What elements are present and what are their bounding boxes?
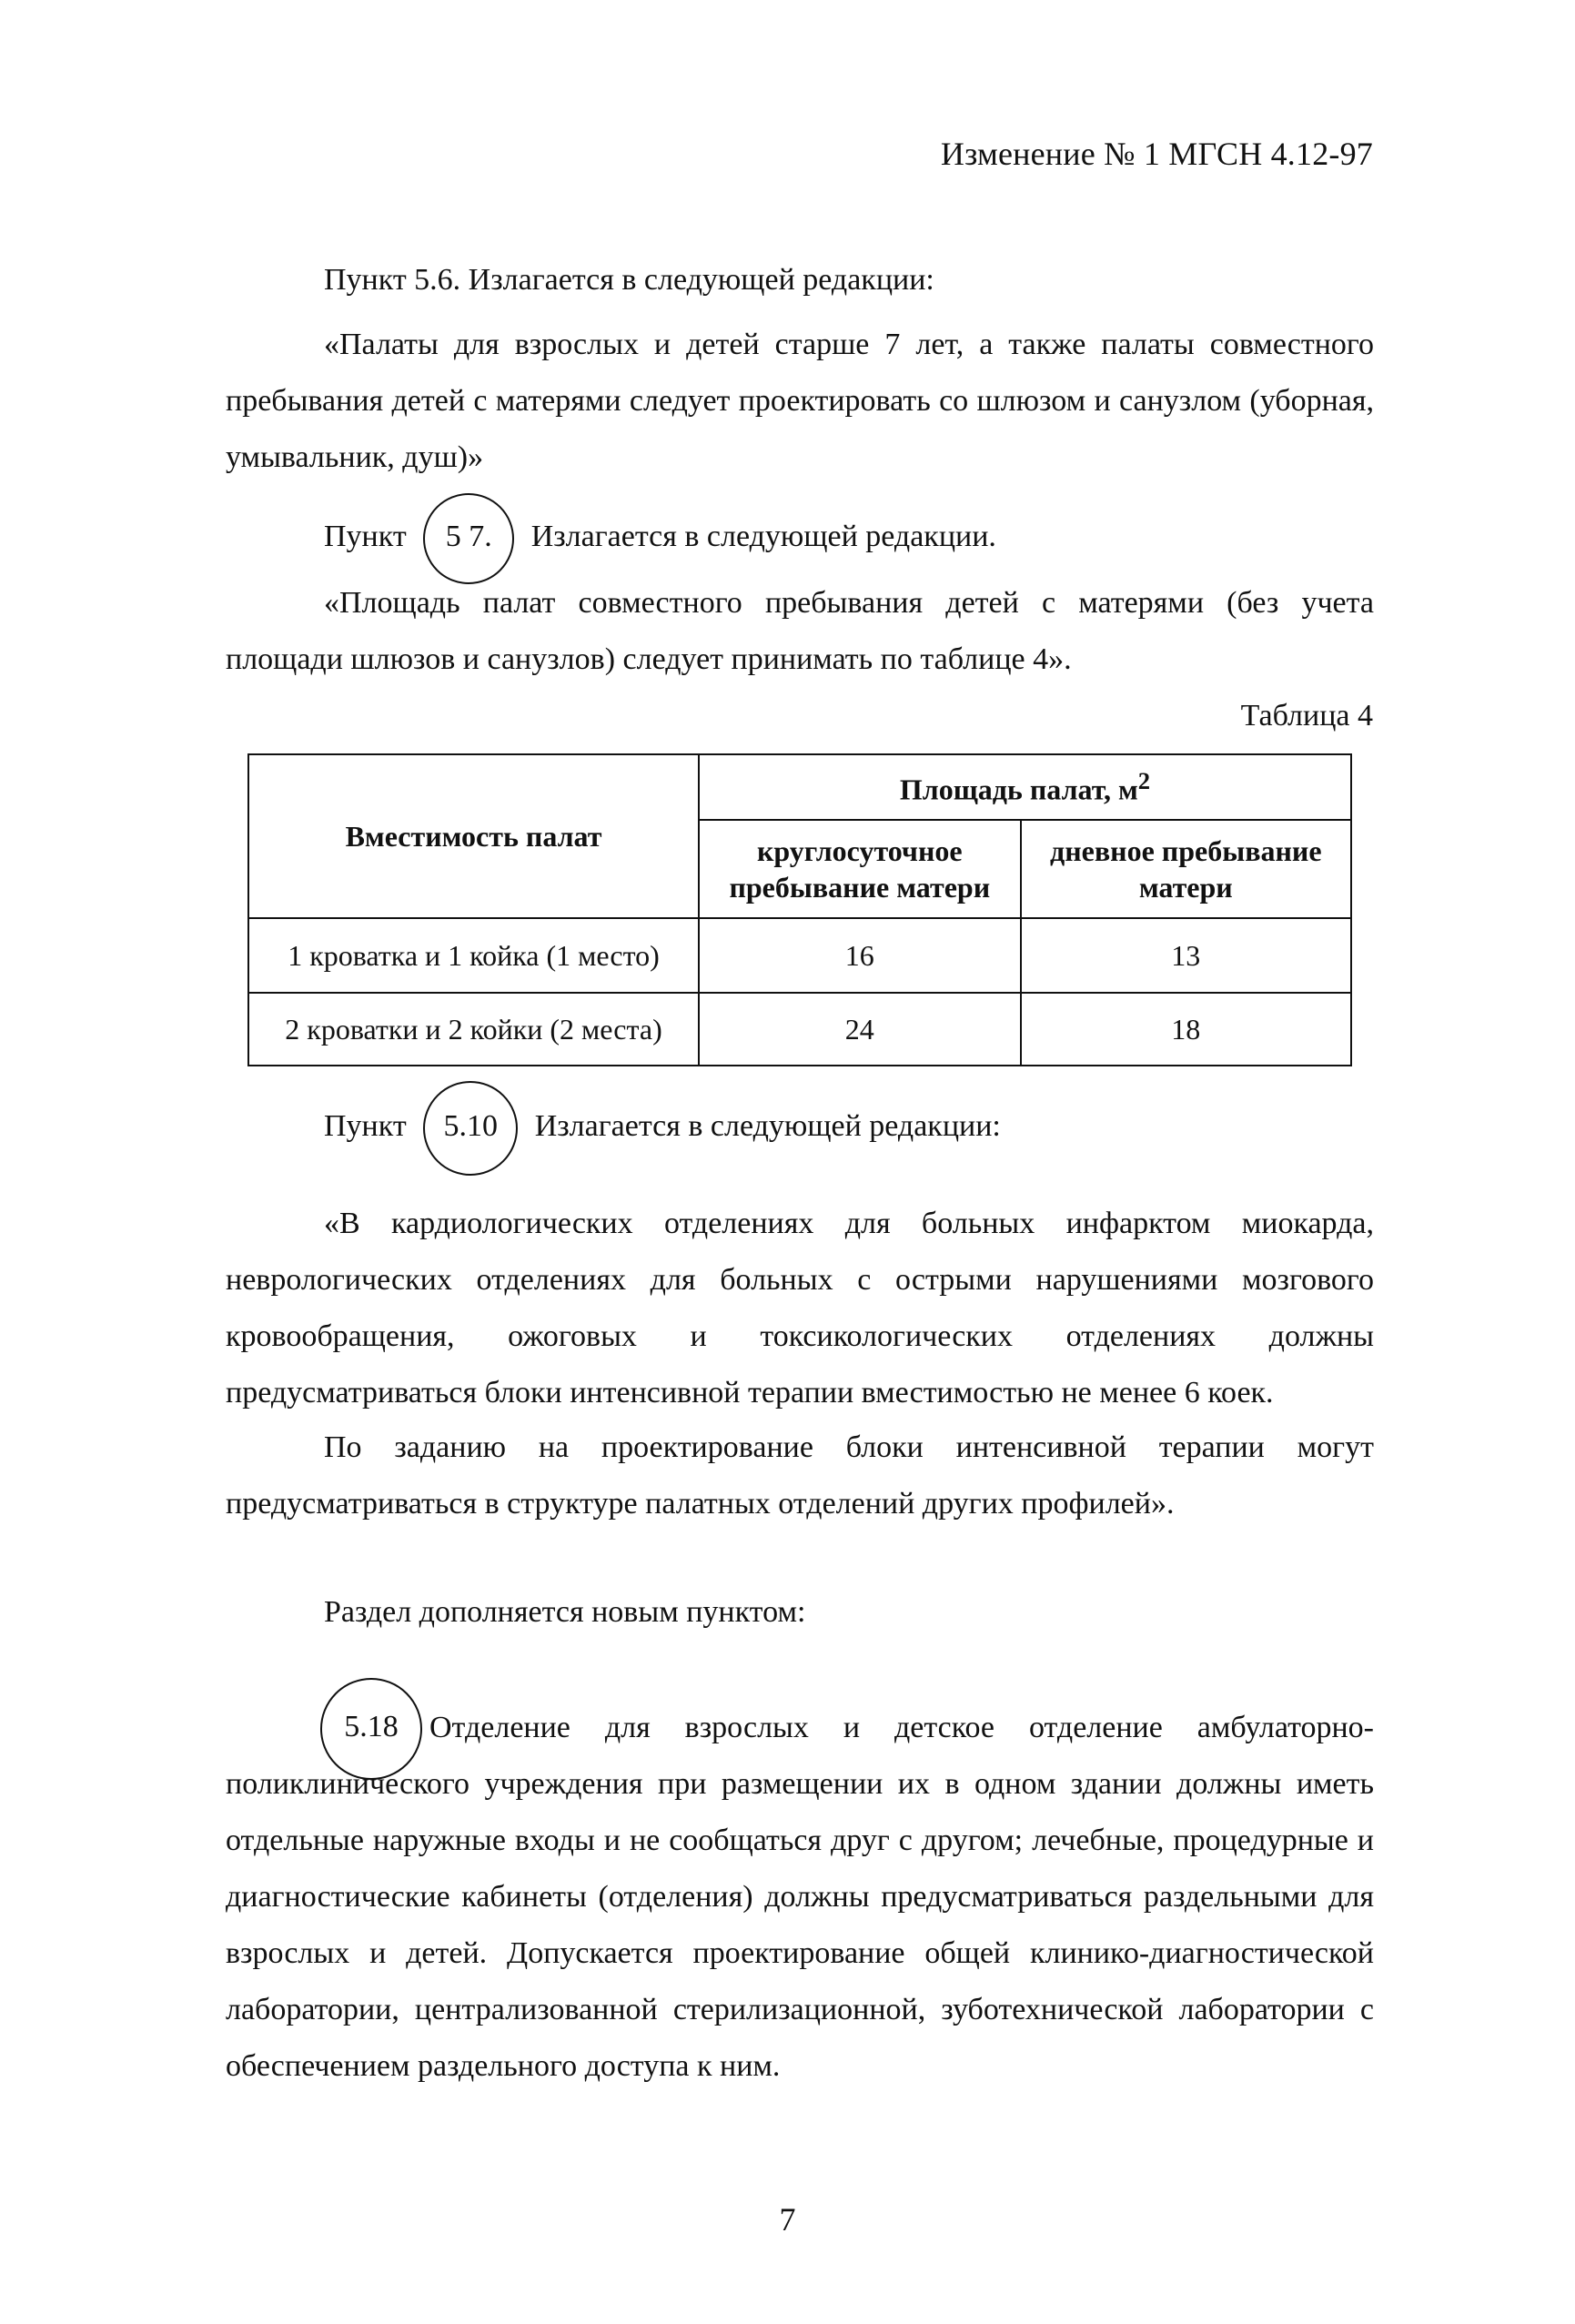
p57-number: 5 7. [445, 520, 492, 554]
p510-number: 5.10 [443, 1109, 498, 1144]
cell-capacity: 1 кроватка и 1 койка (1 место) [248, 918, 699, 993]
p57-number-circle [423, 493, 514, 584]
p510-prefix: Пункт [324, 1109, 407, 1143]
group-header-area: Площадь палат, $м^2$ [699, 754, 1351, 820]
table-row [248, 993, 1351, 1066]
p510-number-circle [423, 1081, 518, 1176]
p518-number: 5.18 [344, 1710, 399, 1743]
cell-capacity: 2 кроватки и 2 койки (2 места) [248, 993, 699, 1066]
sub-header-day: дневное пребывание матери [1021, 820, 1351, 918]
cell-round-clock: 16 [699, 918, 1021, 993]
p510-text-2: По заданию на проектирование блоки интенсивной терапии могут предусматриваться в структуре палатных отделений других профилей». [226, 1430, 1374, 1521]
p57-prefix: Пункт [324, 520, 407, 553]
cell-day: 13 [1021, 918, 1351, 993]
p518-text: Отделение для взрослых и детское отделение амбулаторно-поликлинического учреждения при размещении их в одном здании должны иметь отдельные наружные входы и не сообщаться друг с другом; лечебные, процедурные и диагностические кабинеты (отделения) должны предусматриваться раздельными для взрослых и детей. Допускается проектирование общей клинико-диагностической лаборатории, централизованной стерилизационной, зуботехнической лаборатории с обеспечением раздельного доступа к ним. [226, 1711, 1374, 2083]
p57-heading [324, 493, 996, 584]
p57-suffix: Излагается в следующей редакции. [530, 520, 996, 553]
section-intro: Раздел дополняется новым пунктом: [324, 1595, 806, 1629]
col-header-capacity: Вместимость палат [248, 754, 699, 918]
p510-text-1: «В кардиологических отделениях для больных инфарктом миокарда, неврологических отделениях для больных с острыми нарушениями мозгового кровообращения, ожоговых и токсикологических отделениях должны предусматриваться блоки интенсивной терапии вместимостью не менее 6 коек. [226, 1207, 1374, 1410]
cell-round-clock: 24 [699, 993, 1021, 1066]
p510-suffix: Излагается в следующей редакции: [534, 1109, 1001, 1143]
table-row [248, 918, 1351, 993]
cell-day: 18 [1021, 993, 1351, 1066]
p510-heading [324, 1081, 1001, 1176]
table-4 [247, 753, 1352, 1066]
sub-header-round-clock: круглосуточное пребывание матери [699, 820, 1021, 918]
p57-text: «Площадь палат совместного пребывания детей с матерями (без учета площади шлюзов и санузлов) следует принимать по таблице 4». [226, 586, 1374, 676]
p56-text: «Палаты для взрослых и детей старше 7 лет, а также палаты совместного пребывания детей с матерями следует проектировать со шлюзом и санузлом (уборная, умывальник, душ)» [226, 328, 1374, 474]
table-caption: Таблица 4 [1240, 699, 1373, 733]
page-header: Изменение № 1 МГСН 4.12-97 [940, 136, 1373, 172]
p56-heading: Пункт 5.6. Излагается в следующей редакции: [324, 263, 934, 297]
page-number: 7 [779, 2201, 796, 2238]
